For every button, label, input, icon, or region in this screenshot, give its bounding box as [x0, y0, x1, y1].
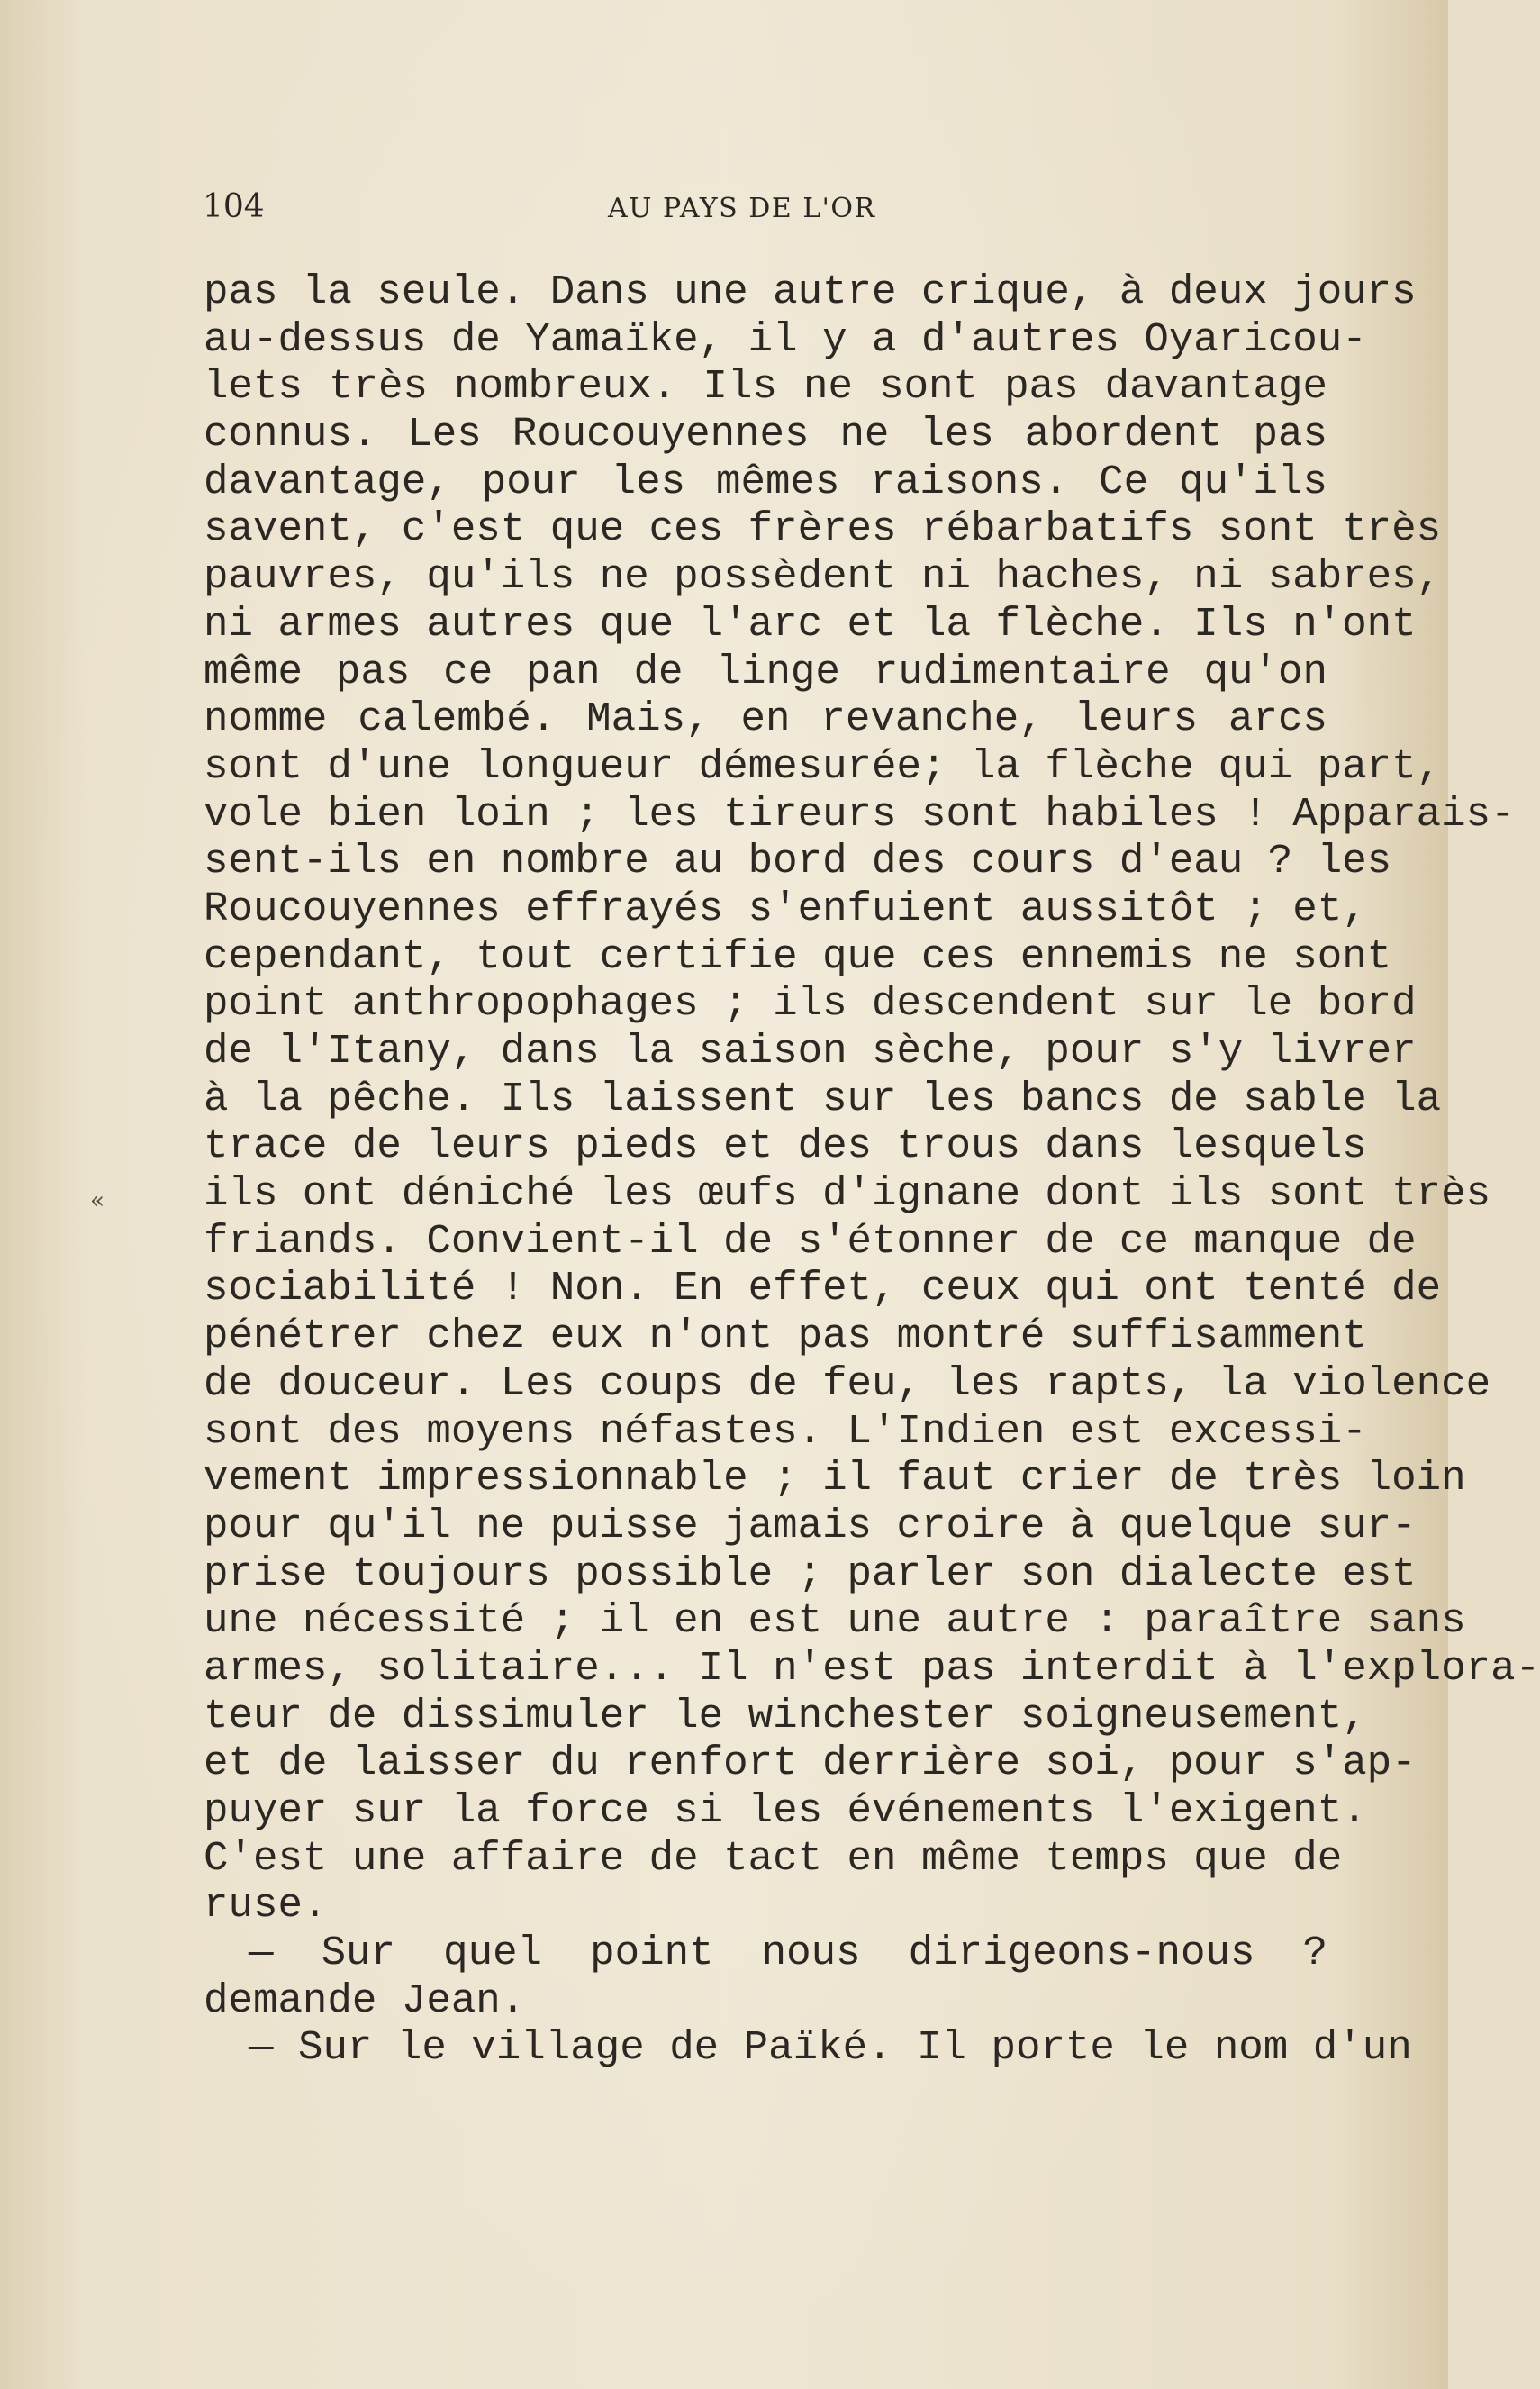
text-line: demande Jean.	[204, 1976, 526, 2024]
text-line: ils ont déniché les œufs d'ignane dont ils sont très	[204, 1170, 1491, 1218]
text-line: puyer sur la force si les événements l'exigent.	[204, 1787, 1367, 1834]
text-line: même pas ce pan de linge rudimentaire qu'on	[204, 648, 1327, 695]
text-line: sont d'une longueur démesurée; la flèche qui part,	[204, 742, 1442, 790]
text-line: pauvres, qu'ils ne possèdent ni haches, ni sabres,	[204, 553, 1442, 601]
dialogue-line: — Sur le village de Païké. Il porte le nom d'un	[249, 2024, 1412, 2072]
text-line: au-dessus de Yamaïke, il y a d'autres Oyaricou-	[204, 315, 1367, 363]
text-line: de douceur. Les coups de feu, les rapts, la violence	[204, 1359, 1491, 1407]
text-line: ruse.	[204, 1882, 328, 1930]
text-line: ni armes autres que l'arc et la flèche. Ils n'ont	[204, 600, 1417, 648]
running-title: AU PAYS DE L'OR	[608, 193, 876, 224]
text-line: armes, solitaire... Il n'est pas interdit à l'explora-	[204, 1644, 1540, 1692]
page-number: 104	[203, 188, 265, 225]
text-line: C'est une affaire de tact en même temps que de	[204, 1834, 1343, 1882]
text-line: prise toujours possible ; parler son dialecte est	[204, 1549, 1417, 1597]
text-line: trace de leurs pieds et des trous dans lesquels	[204, 1122, 1367, 1170]
dialogue-line: — Sur quel point nous dirigeons-nous ?	[249, 1930, 1327, 1977]
text-line: savent, c'est que ces frères rébarbatifs sont très	[204, 505, 1442, 553]
text-line: vement impressionnable ; il faut crier de très loin	[204, 1455, 1466, 1503]
text-line: sociabilité ! Non. En effet, ceux qui ont tenté de	[204, 1265, 1442, 1313]
text-line: sent-ils en nombre au bord des cours d'eau ? les	[204, 838, 1392, 886]
text-line: et de laisser du renfort derrière soi, pour s'ap-	[204, 1740, 1417, 1787]
text-line: Roucouyennes effrayés s'enfuient aussitôt ; et,	[204, 885, 1367, 932]
text-line: sont des moyens néfastes. L'Indien est excessi-	[204, 1407, 1367, 1455]
text-line: davantage, pour les mêmes raisons. Ce qu'ils	[204, 458, 1327, 505]
margin-mark: «	[90, 1187, 104, 1214]
text-line: pour qu'il ne puisse jamais croire à quelque sur-	[204, 1502, 1417, 1549]
running-head	[203, 185, 1328, 230]
text-line: connus. Les Roucouyennes ne les abordent pas	[204, 411, 1327, 459]
text-line: friands. Convient-il de s'étonner de ce manque de	[204, 1217, 1417, 1265]
text-line: cependant, tout certifie que ces ennemis ne sont	[204, 932, 1392, 980]
body-text	[204, 268, 1540, 2072]
text-line: de l'Itany, dans la saison sèche, pour s'y livrer	[204, 1028, 1417, 1075]
text-line: pénétrer chez eux n'ont pas montré suffisamment	[204, 1313, 1367, 1360]
text-line: nomme calembé. Mais, en revanche, leurs arcs	[204, 695, 1327, 743]
text-line: pas la seule. Dans une autre crique, à deux jours	[204, 268, 1417, 315]
text-line: vole bien loin ; les tireurs sont habiles ! Apparais-	[204, 790, 1516, 838]
text-line: teur de dissimuler le winchester soigneusement,	[204, 1692, 1367, 1740]
text-line: point anthropophages ; ils descendent sur le bord	[204, 980, 1417, 1028]
text-line: une nécessité ; il en est une autre : paraître sans	[204, 1597, 1466, 1645]
text-line: à la pêche. Ils laissent sur les bancs de sable la	[204, 1075, 1442, 1122]
text-line: lets très nombreux. Ils ne sont pas davantage	[204, 363, 1327, 411]
